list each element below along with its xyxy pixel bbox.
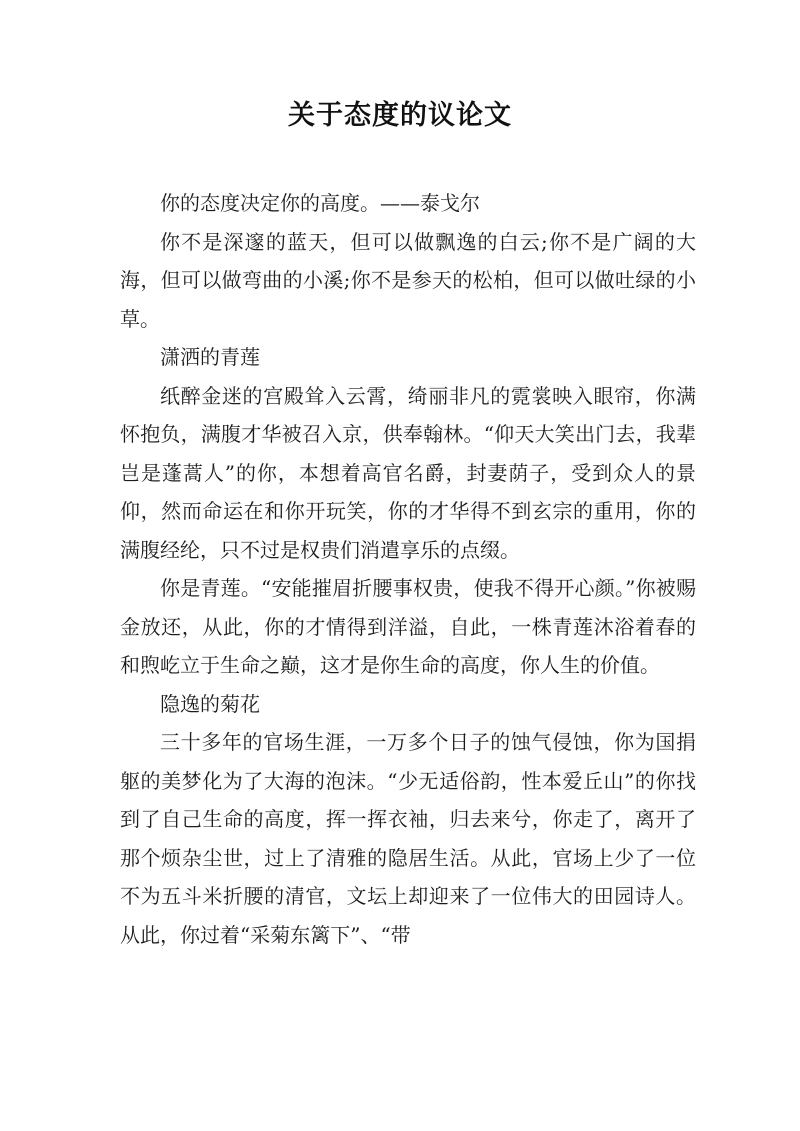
- body-paragraph: 纸醉金迷的宫殿耸入云霄，绮丽非凡的霓裳映入眼帘，你满怀抱负，满腹才华被召入京，供奉翰林。“仰天大笑出门去，我辈岂是蓬蒿人”的你，本想着高官名爵，封妻荫子，受到众人的景仰，然而命运在和你开玩笑，你的才华得不到玄宗的重用，你的满腹经纶，只不过是权贵们消遣享乐的点缀。: [120, 383, 696, 562]
- document-title: 关于态度的议论文: [288, 100, 512, 131]
- section-heading-qinglian: 潇洒的青莲: [160, 345, 260, 369]
- epigraph-paragraph: 你的态度决定你的高度。——泰戈尔: [160, 191, 480, 215]
- body-paragraph: 三十多年的官场生涯，一万多个日子的蚀气侵蚀，你为国捐躯的美梦化为了大海的泡沫。“少无适俗韵，性本爱丘山”的你找到了自己生命的高度，挥一挥衣袖，归去来兮，你走了，离开了那个烦杂尘世，过上了清雅的隐居生活。从此，官场上少了一位不为五斗米折腰的清官，文坛上却迎来了一位伟大的田园诗人。从此，你过着“采菊东篱下”、“带: [120, 730, 696, 947]
- intro-paragraph: 你不是深邃的蓝天，但可以做飘逸的白云;你不是广阔的大海，但可以做弯曲的小溪;你不是参天的松柏，但可以做吐绿的小草。: [120, 229, 696, 331]
- section-heading-juhua: 隐逸的菊花: [160, 691, 260, 716]
- body-paragraph: 你是青莲。“安能摧眉折腰事权贵，使我不得开心颜。”你被赐金放还，从此，你的才情得到洋溢，自此，一株青莲沐浴着春的和煦屹立于生命之巅，这才是你生命的高度，你人生的价值。: [120, 576, 696, 677]
- document-body: [120, 184, 696, 954]
